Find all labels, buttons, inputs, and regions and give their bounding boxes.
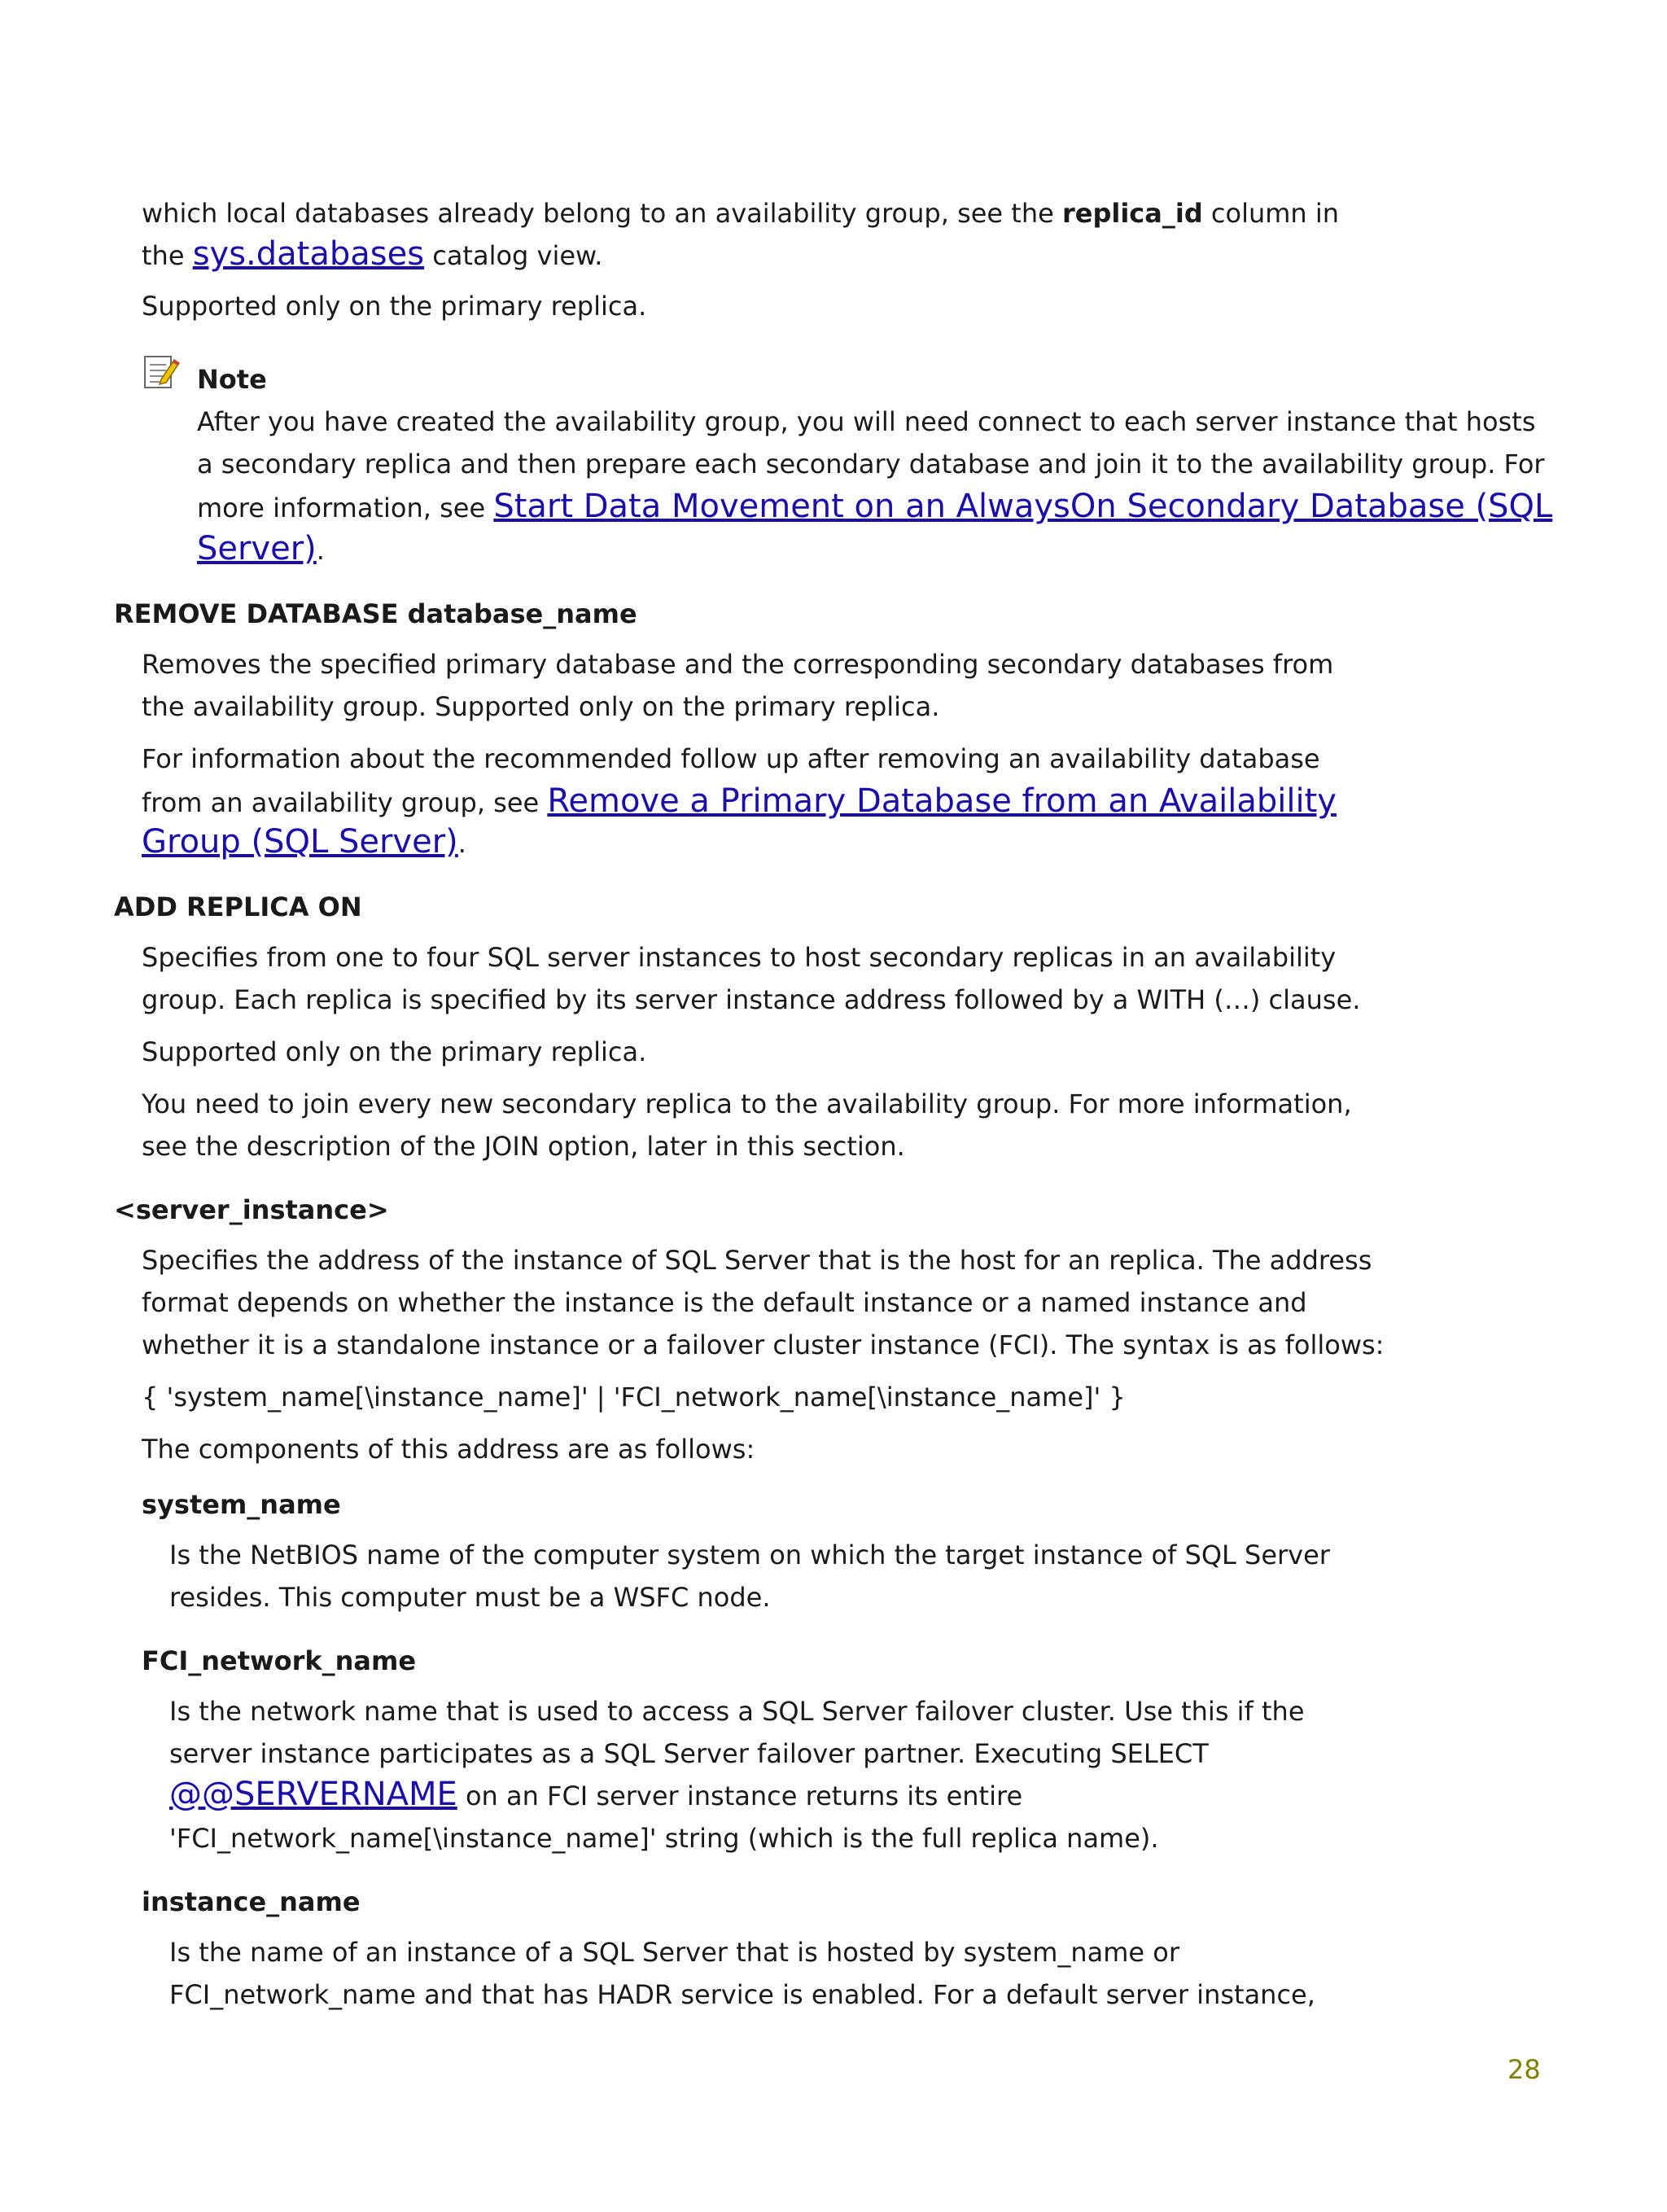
text: . [457, 828, 466, 859]
fci-line-2: server instance participates as a SQL Server failover partner. Executing SELECT [169, 1738, 1209, 1769]
supported-primary-text: Supported only on the primary replica. [142, 291, 647, 322]
remove-primary-database-link-cont[interactable]: Group (SQL Server) [142, 823, 458, 861]
add-p3-line-2: see the description of the JOIN option, later in this section. [142, 1131, 905, 1162]
system-name-heading: system_name [142, 1489, 341, 1520]
remove-p2-line-3 [142, 821, 466, 865]
text: on an FCI server instance returns its entire [457, 1781, 1023, 1811]
instance-name-line-1: Is the name of an instance of a SQL Server that is hosted by system_name or [169, 1937, 1180, 1968]
text: from an availability group, see [142, 787, 548, 818]
fci-line-4: 'FCI_network_name[\instance_name]' string (which is the full replica name). [169, 1823, 1159, 1854]
text: column in [1202, 198, 1340, 229]
fci-network-name-heading: FCI_network_name [142, 1645, 417, 1676]
text: catalog view. [424, 240, 603, 271]
add-p3-line-1: You need to join every new secondary replica to the availability group. For more information, [142, 1088, 1352, 1119]
remove-database-heading: REMOVE DATABASE database_name [114, 598, 637, 629]
note-icon [142, 352, 181, 391]
add-p1-line-2: group. Each replica is specified by its server instance address followed by a WITH (…) clause. [142, 984, 1361, 1015]
start-data-movement-link-cont[interactable]: Server) [197, 530, 317, 567]
text: the [142, 240, 193, 271]
remove-p1-line-2: the availability group. Supported only on the primary replica. [142, 691, 940, 722]
server-p1-line-3: whether it is a standalone instance or a failover cluster instance (FCI). The syntax is as follows: [142, 1329, 1385, 1360]
servername-link[interactable]: @@SERVERNAME [169, 1776, 457, 1813]
add-p2: Supported only on the primary replica. [142, 1036, 647, 1067]
sys-databases-link[interactable]: sys.databases [192, 235, 425, 273]
text: . [316, 535, 325, 566]
note-title: Note [197, 364, 267, 395]
system-name-line-2: resides. This computer must be a WSFC node. [169, 1582, 771, 1613]
replica-id-term: replica_id [1061, 198, 1203, 229]
page-number: 28 [1507, 2054, 1541, 2085]
intro-line-2 [142, 233, 602, 277]
server-syntax: { 'system_name[\instance_name]' | 'FCI_network_name[\instance_name]' } [142, 1382, 1126, 1413]
note-line-1: After you have created the availability group, you will need connect to each server instance that hosts [197, 406, 1536, 437]
text: which local databases already belong to an availability group, see the [142, 198, 1062, 229]
instance-name-heading: instance_name [142, 1886, 361, 1917]
server-p1-line-2: format depends on whether the instance is the default instance or a named instance and [142, 1287, 1307, 1318]
note-line-4 [197, 528, 325, 572]
add-p1-line-1: Specifies from one to four SQL server instances to host secondary replicas in an availability [142, 942, 1337, 973]
note-line-2: a secondary replica and then prepare each secondary database and join it to the availability group. For [197, 449, 1545, 480]
note-line-3 [197, 485, 1552, 529]
server-instance-heading: <server_instance> [114, 1194, 389, 1225]
remove-p1-line-1: Removes the specified primary database and the corresponding secondary databases from [142, 649, 1334, 680]
intro-line-1 [142, 192, 1339, 234]
server-p1-line-1: Specifies the address of the instance of SQL Server that is the host for an replica. The address [142, 1245, 1372, 1276]
fci-line-3 [169, 1773, 1022, 1817]
instance-name-line-2: FCI_network_name and that has HADR service is enabled. For a default server instance, [169, 1979, 1315, 2010]
start-data-movement-link[interactable]: Start Data Movement on an AlwaysOn Secondary Database (SQL [493, 488, 1553, 525]
remove-primary-database-link[interactable]: Remove a Primary Database from an Availability [547, 782, 1337, 820]
text: more information, see [197, 493, 494, 523]
add-replica-heading: ADD REPLICA ON [114, 891, 362, 922]
remove-p2-line-2 [142, 780, 1337, 824]
fci-line-1: Is the network name that is used to access a SQL Server failover cluster. Use this if the [169, 1696, 1305, 1727]
system-name-line-1: Is the NetBIOS name of the computer system on which the target instance of SQL Server [169, 1540, 1330, 1570]
remove-p2-line-1: For information about the recommended follow up after removing an availability database [142, 743, 1320, 774]
server-components: The components of this address are as follows: [142, 1434, 755, 1465]
